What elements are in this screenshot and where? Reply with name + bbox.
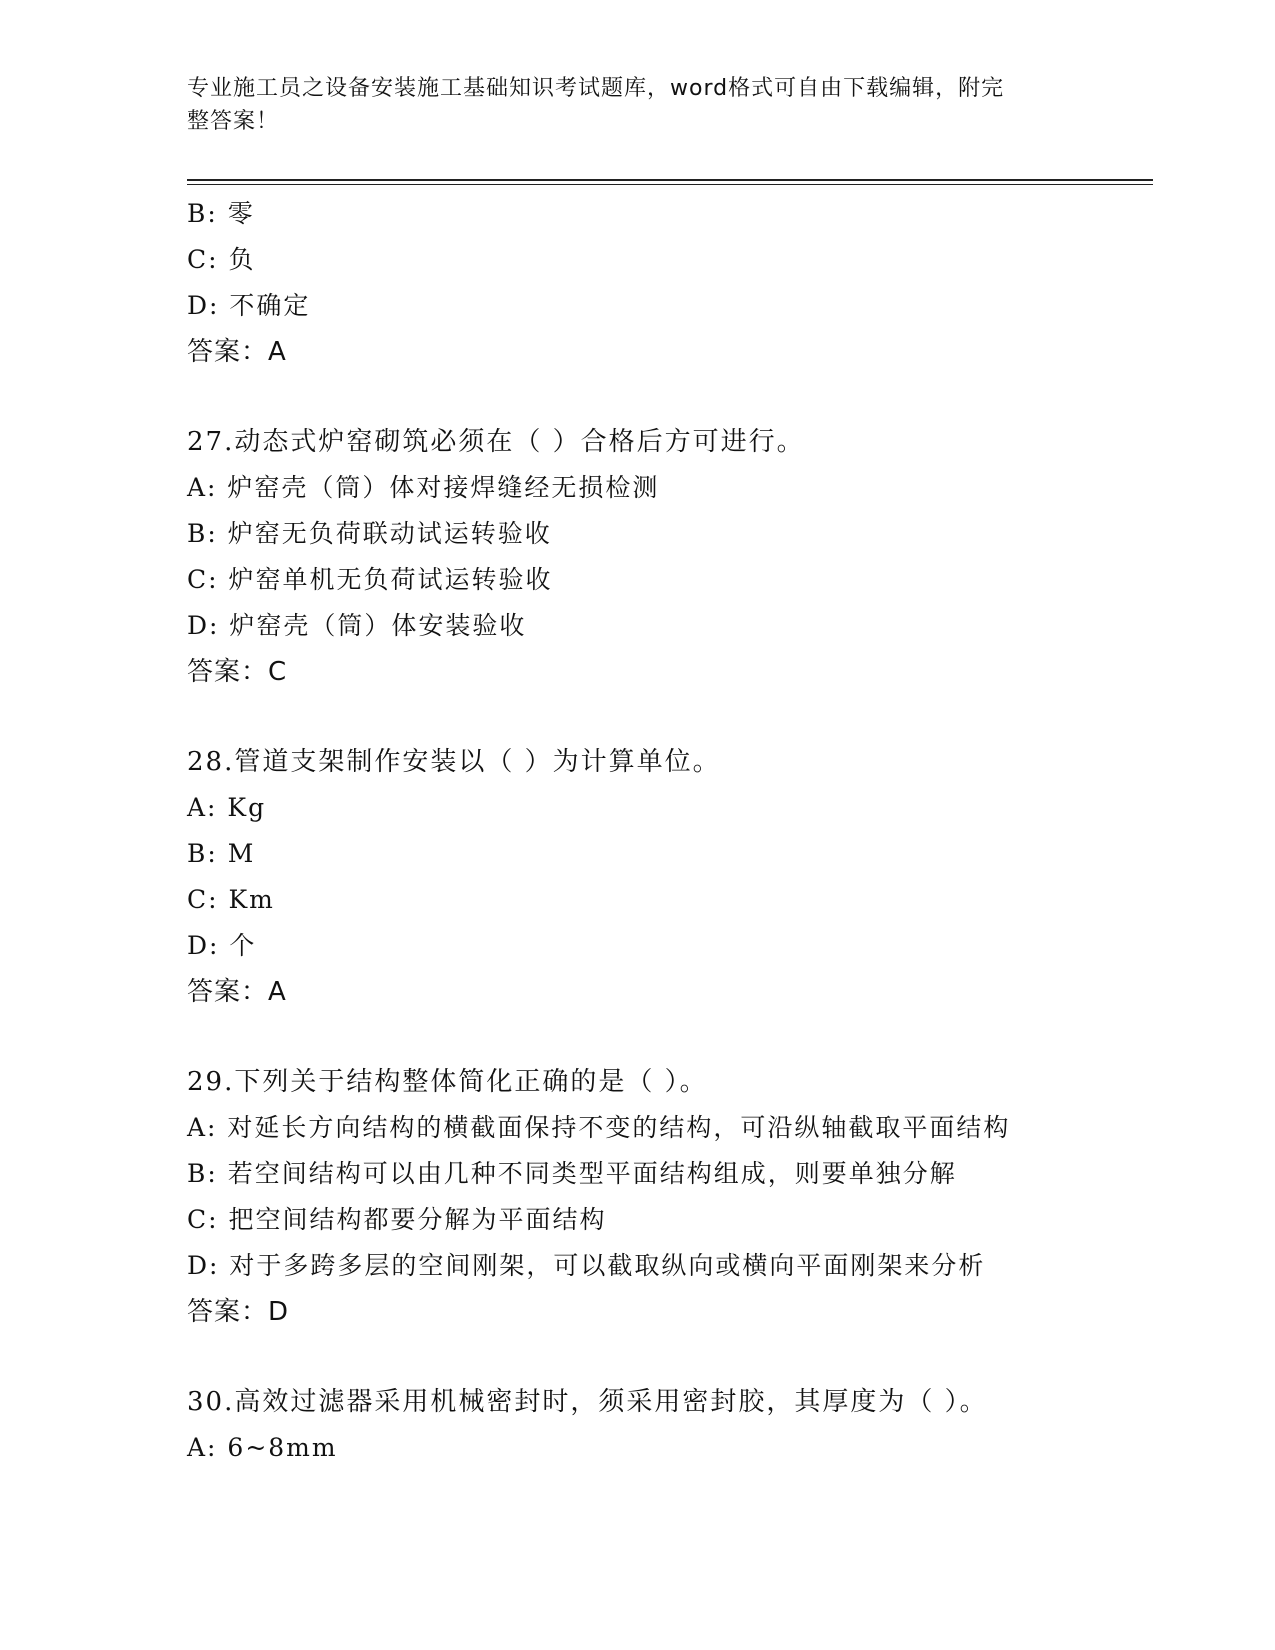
answer: 答案：D bbox=[187, 1297, 290, 1327]
option-d: D: 对于多跨多层的空间刚架，可以截取纵向或横向平面刚架来分析 bbox=[187, 1251, 986, 1280]
option-b: B: 若空间结构可以由几种不同类型平面结构组成，则要单独分解 bbox=[187, 1159, 957, 1188]
question-stem: 27.动态式炉窑砌筑必须在（ ）合格后方可进行。 bbox=[187, 427, 805, 457]
question-27 bbox=[187, 419, 1153, 695]
option-c: C: Km bbox=[187, 885, 275, 914]
question-stem: 28.管道支架制作安装以（ ）为计算单位。 bbox=[187, 747, 721, 777]
option-b: B: 零 bbox=[187, 199, 255, 228]
option-d: D: 个 bbox=[187, 931, 257, 960]
answer: 答案：A bbox=[187, 337, 287, 367]
question-28 bbox=[187, 739, 1153, 1015]
option-a: A: 6~8mm bbox=[187, 1433, 338, 1462]
option-b: B: M bbox=[187, 839, 256, 868]
question-26-continued bbox=[187, 191, 1153, 375]
option-d: D: 不确定 bbox=[187, 291, 311, 320]
option-c: C: 把空间结构都要分解为平面结构 bbox=[187, 1205, 607, 1234]
header-line-2: 整答案！ bbox=[187, 109, 280, 134]
option-d: D: 炉窑壳（筒）体安装验收 bbox=[187, 611, 527, 640]
question-30 bbox=[187, 1379, 1153, 1471]
question-list bbox=[187, 191, 1153, 1471]
option-c: C: 炉窑单机无负荷试运转验收 bbox=[187, 565, 553, 594]
answer: 答案：A bbox=[187, 977, 287, 1007]
question-29 bbox=[187, 1059, 1153, 1335]
header-rule-thick bbox=[187, 179, 1153, 181]
option-c: C: 负 bbox=[187, 245, 256, 274]
header-rule-thin bbox=[187, 184, 1153, 185]
option-a: A: Kg bbox=[187, 793, 267, 822]
option-b: B: 炉窑无负荷联动试运转验收 bbox=[187, 519, 552, 548]
document-header bbox=[187, 72, 1067, 138]
option-a: A: 炉窑壳（筒）体对接焊缝经无损检测 bbox=[187, 473, 660, 502]
header-line-1: 专业施工员之设备安装施工基础知识考试题库，word格式可自由下载编辑，附完 bbox=[187, 76, 1005, 101]
option-a: A: 对延长方向结构的横截面保持不变的结构，可沿纵轴截取平面结构 bbox=[187, 1113, 1011, 1142]
answer: 答案：C bbox=[187, 657, 288, 687]
question-stem: 30.高效过滤器采用机械密封时，须采用密封胶，其厚度为（ ）。 bbox=[187, 1387, 988, 1417]
question-stem: 29.下列关于结构整体简化正确的是（ ）。 bbox=[187, 1067, 708, 1097]
